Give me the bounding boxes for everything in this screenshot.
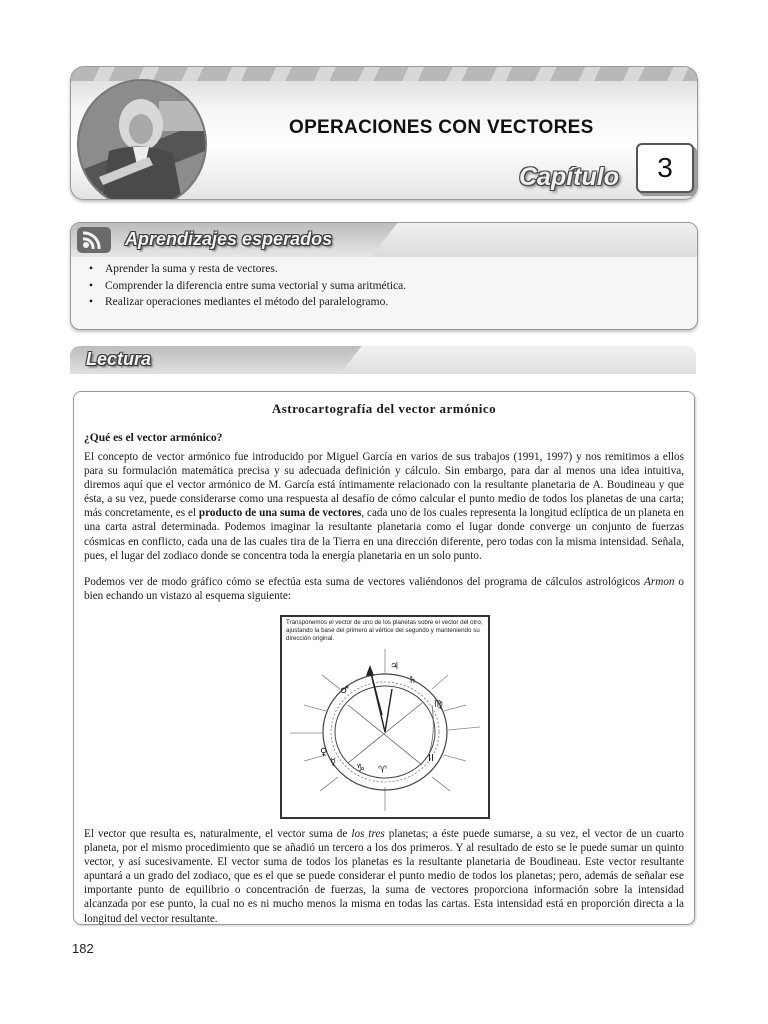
vector-diagram: [280, 615, 490, 819]
header-stripe: [71, 67, 697, 81]
paragraph-1: [84, 450, 684, 563]
reading-section-bar: [70, 346, 696, 374]
reading-question: ¿Qué es el vector armónico?: [84, 432, 223, 444]
learning-objectives-title: Aprendizajes esperados: [125, 229, 333, 249]
zodiac-diagram: [282, 645, 488, 815]
reading-title: Astrocartografía del vector armónico: [271, 401, 497, 416]
symbol-jupiter: ♃: [390, 661, 399, 672]
paragraph-2-italic: Armon: [644, 576, 675, 588]
list-item: • Aprender la suma y resta de vectores.: [85, 261, 406, 278]
paragraph-2-text-a: Podemos ver de modo gráfico cómo se efectúa esta suma de vectores valiéndonos del programa de cálculos astrológicos: [84, 576, 645, 588]
symbol-virgo: ♍: [434, 699, 443, 710]
paragraph-1-text-b: , cada uno de los cuales representa la longitud eclíptica de un planeta en una carta astral determinada. Podemos imaginar la resultante planetaria como el lugar donde converge un conjunto de fuerzas cósmicas en conflicto, cada una de las cuales tira de la Tierra en una dirección diferente, pero todas con la misma intensidad. Señala, pues, el lugar del zodiaco donde se concentra toda la energía planetaria en un solo punto.: [84, 507, 685, 562]
chapter-number: 3: [636, 143, 694, 193]
chapter-header: [70, 66, 698, 200]
reading-bar-highlight: [340, 346, 696, 374]
symbol-capricorn: ♑: [356, 763, 365, 774]
paragraph-3-italic: los tres: [351, 828, 385, 840]
symbol-gemini: II: [428, 753, 434, 764]
paragraph-3-text-b: planetas; a éste puede sumarse, a su vez, el vector de un cuarto planeta, por el mismo procedimiento que se añadió un tercero a los dos primeros. Y al resultado de esto se le puede sumar un quinto vector, y así sucesivamente. El vector suma de todos los planetas es la resultante planetaria de Boudineau. Este vector resultante apuntará a un grado del zodiaco, que es el que se puede considerar el punto medio de todos los planetas; pero, además de señalar ese importante punto de equilibrio o concentración de fuerzas, la suma de vectores proporciona información sobre la intensidad alcanzada por ese punto, la cual no es ni mucho menos la misma en todas las cartas. Esta intensidad está en proporción directa a la longitud del vector resultante.: [84, 828, 684, 925]
paragraph-3: [84, 827, 684, 926]
reading-section-title: Lectura: [86, 349, 152, 369]
chapter-title: OPERACIONES CON VECTORES: [289, 117, 594, 138]
symbol-saturn: ♄: [408, 675, 417, 686]
newton-portrait-image: [77, 79, 207, 200]
paragraph-1-bold: producto de una suma de vectores: [198, 507, 362, 520]
reading-box: [73, 391, 695, 925]
list-item: • Realizar operaciones mediantes el método del paralelogramo.: [85, 294, 406, 311]
paragraph-2-text-b: o bien echando un vistazo al esquema siguiente:: [84, 576, 684, 603]
symbol-mercury: ☿: [330, 757, 337, 768]
paragraph-3-text-a: El vector que resulta es, naturalmente, el vector suma de: [84, 828, 352, 840]
symbol-mars: ♂: [340, 685, 349, 696]
symbol-aries: ♈: [378, 765, 387, 776]
learning-objectives-box: [70, 222, 698, 330]
paragraph-2: [84, 575, 684, 603]
learning-objectives-bar-highlight: [371, 223, 698, 257]
chapter-label: Capítulo: [519, 163, 619, 191]
symbol-venus: ♀: [320, 747, 328, 758]
diagram-caption: Transponemos el vector de uno de los planetas sobre el vector del otro, ajustando la base del primero al vértice del segundo y manteniendo su dirección original.: [286, 619, 483, 642]
page-number: 182: [72, 941, 94, 956]
paragraph-1-text-a: El concepto de vector armónico fue introducido por Miguel García en varios de sus trabajos (1991, 1997) y nos remitimos a ellos para su formulación matemática precisa y su adecuada definición y cálculo. Sin embargo, para dar al menos una idea intuitiva, diremos aquí que el vector armónico de M. García está íntimamente relacionado con la resultante planetaria de A. Boudineau y que ésta, a su vez, puede considerarse como una respuesta al desafío de cómo calcular el punto medio de todos los planetas de una carta; más concretamente, es el: [84, 451, 684, 520]
rss-icon: [77, 227, 111, 253]
list-item: • Comprender la diferencia entre suma vectorial y suma aritmética.: [85, 278, 406, 295]
learning-objectives-list: [85, 261, 406, 311]
